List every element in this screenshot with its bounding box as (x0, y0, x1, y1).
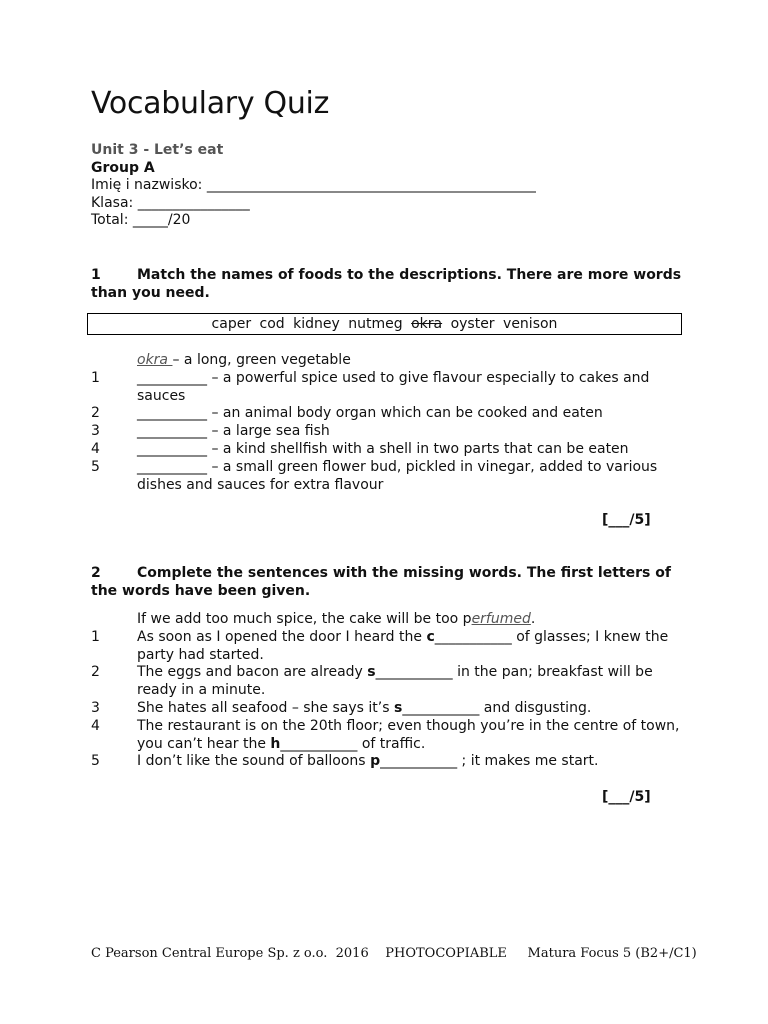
exercise-instruction: Match the names of foods to the descriptions. There are more words than you need. (91, 267, 682, 301)
class-field[interactable]: Klasa: ________________ (91, 194, 250, 211)
first-letter: s (393, 699, 403, 716)
example-text: – a long, green vegetable (172, 352, 351, 368)
answer-blank[interactable]: ___________ (402, 699, 480, 716)
word-bank-word: venison (503, 316, 558, 332)
sentence-start: She hates all seafood – she says it’s (137, 699, 394, 716)
exercise-instruction: Complete the sentences with the missing words. The first letters of the words have been given. (91, 565, 671, 599)
item-number: 1 (91, 628, 100, 645)
answer-blank[interactable]: __________ (137, 458, 207, 475)
item-number: 1 (91, 369, 100, 386)
word-bank-word: kidney (293, 316, 340, 332)
item-number: 2 (91, 405, 100, 422)
answer-blank[interactable]: __________ (137, 405, 207, 422)
item-text: – a large sea fish (207, 423, 330, 440)
score-box[interactable]: [___/5] (602, 789, 651, 805)
list-item (91, 629, 691, 665)
word-bank-word: oyster (450, 316, 495, 332)
item-text: – a powerful spice used to give flavour especially to cakes and sauces (137, 369, 650, 404)
page-title: Vocabulary Quiz (91, 86, 330, 121)
group-label: Group A (91, 159, 155, 176)
item-text: – a small green flower bud, pickled in vinegar, added to various dishes and sauces for extra flavour (137, 458, 658, 493)
sentence-start: The eggs and bacon are already (137, 664, 368, 681)
sentence-end: of glasses; I knew the party had started. (137, 628, 669, 663)
exercise-2-heading (91, 564, 691, 600)
item-number: 3 (91, 699, 100, 716)
answer-blank[interactable]: ___________ (434, 628, 512, 645)
answer-blank[interactable]: __________ (137, 369, 207, 386)
word-bank-word: caper (211, 316, 252, 332)
word-bank-word: nutmeg (348, 316, 403, 332)
list-item (91, 700, 691, 718)
list-item (91, 664, 691, 700)
item-text: – an animal body organ which can be cooked and eaten (207, 405, 603, 422)
sentence-start: I don’t like the sound of balloons (137, 753, 371, 770)
item-number: 2 (91, 664, 100, 681)
first-letter: c (426, 628, 435, 645)
answer-blank[interactable]: ___________ (380, 753, 458, 770)
word-bank-word: cod (259, 316, 285, 332)
exercise-number: 2 (91, 565, 101, 581)
answer-blank[interactable]: __________ (137, 440, 207, 457)
list-item (91, 405, 691, 423)
first-letter: s (367, 664, 376, 681)
exercise-2-items (91, 611, 691, 771)
sentence-end: and disgusting. (479, 699, 592, 716)
list-item (91, 718, 691, 754)
sentence-end: of traffic. (357, 735, 426, 752)
item-number: 5 (91, 753, 100, 770)
first-letter: h (270, 735, 281, 752)
score-box[interactable]: [___/5] (602, 512, 651, 528)
first-letter: p (370, 753, 381, 770)
quiz-header (91, 142, 536, 230)
total-field[interactable]: Total: _____/20 (91, 212, 191, 228)
sentence-end: ; it makes me start. (457, 753, 599, 770)
example-item (91, 352, 691, 370)
example-answer: okra (137, 352, 173, 368)
list-item (91, 370, 691, 406)
example-text-end: . (530, 611, 536, 627)
exercise-1-heading (91, 266, 691, 302)
item-number: 3 (91, 423, 100, 440)
name-field[interactable]: Imię i nazwisko: _______________________________________________ (91, 177, 536, 193)
unit-label: Unit 3 - Let’s eat (91, 142, 224, 158)
exercise-1-items (91, 352, 691, 494)
item-text: – a kind shellfish with a shell in two parts that can be eaten (207, 440, 629, 457)
exercise-number: 1 (91, 267, 101, 283)
example-answer: erfumed (471, 611, 531, 627)
sentence-start: As soon as I opened the door I heard the (137, 628, 427, 645)
answer-blank[interactable]: ___________ (280, 735, 358, 752)
page-footer: C Pearson Central Europe Sp. z o.o. 2016 PHOTOCOPIABLE Matura Focus 5 (B2+/C1) (91, 946, 697, 961)
answer-blank[interactable]: ___________ (375, 664, 453, 681)
list-item (91, 423, 691, 441)
item-number: 4 (91, 440, 100, 457)
sentence-start: The restaurant is on the 20th floor; even though you’re in the centre of town, you can’t hear the (137, 717, 680, 752)
list-item (91, 441, 691, 459)
word-bank (87, 313, 682, 335)
example-text: If we add too much spice, the cake will be too p (137, 611, 472, 627)
item-number: 4 (91, 717, 100, 734)
word-bank-word-struck: okra (411, 316, 443, 332)
list-item (91, 753, 691, 771)
example-item (91, 611, 691, 629)
item-number: 5 (91, 458, 100, 475)
answer-blank[interactable]: __________ (137, 423, 207, 440)
sentence-end: in the pan; breakfast will be ready in a minute. (137, 664, 653, 699)
list-item (91, 459, 691, 495)
